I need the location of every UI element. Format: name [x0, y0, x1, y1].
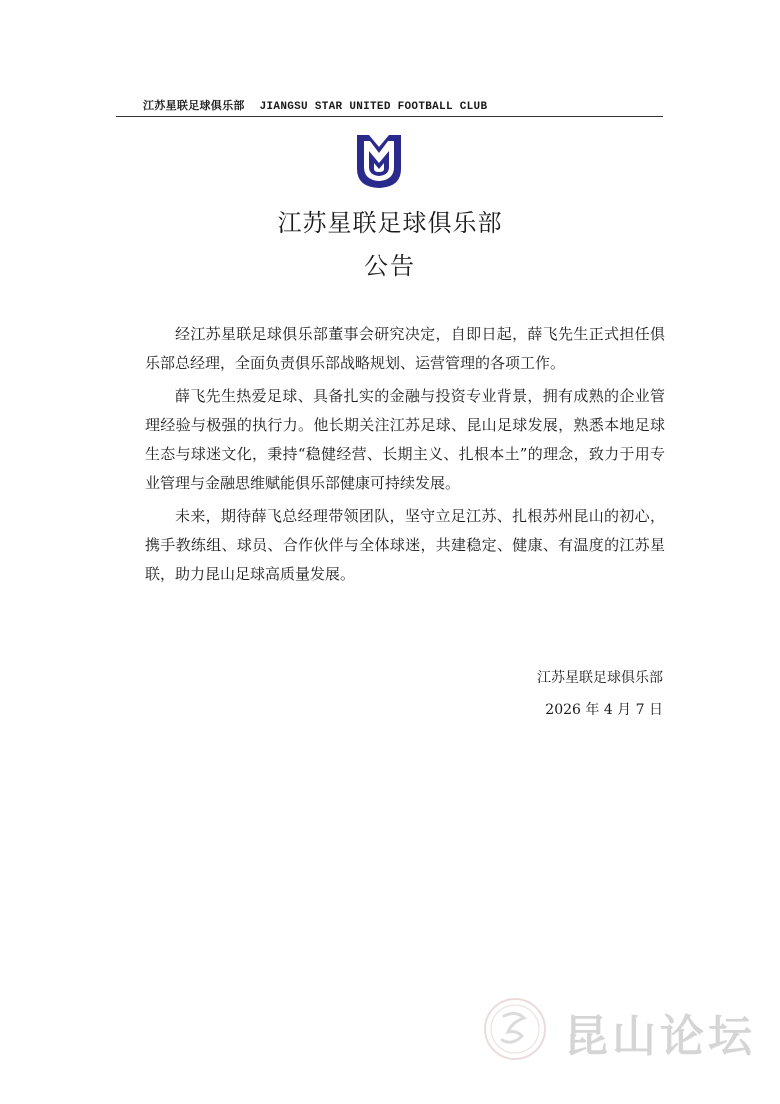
watermark-text: 昆山论坛 — [564, 1011, 756, 1062]
forum-seal-icon — [482, 996, 548, 1062]
letterhead — [143, 97, 487, 113]
body-paragraph: 经江苏星联足球俱乐部董事会研究决定，自即日起，薛飞先生正式担任俱乐部总经理，全面负责俱乐部战略规划、运营管理的各项工作。 — [145, 325, 665, 372]
signature-date: 2026 年 4 月 7 日 — [545, 702, 663, 718]
watermark — [482, 994, 772, 1064]
announcement-body — [145, 320, 665, 593]
letterhead-club-name-cn: 江苏星联足球俱乐部 — [143, 99, 245, 112]
organization-title: 江苏星联足球俱乐部 — [277, 209, 503, 237]
letterhead-divider — [116, 116, 663, 117]
club-crest-icon — [355, 133, 403, 189]
body-paragraph: 薛飞先生热爱足球、具备扎实的金融与投资专业背景，拥有成熟的企业管理经验与极强的执行力。他长期关注江苏足球、昆山足球发展，熟悉本地足球生态与球迷文化，秉持“稳健经营、长期主义、扎根本土”的理念，致力于用专业管理与金融思维赋能俱乐部健康可持续发展。 — [145, 387, 665, 492]
signature-block — [537, 662, 663, 726]
letterhead-club-name-en: JIANGSU STAR UNITED FOOTBALL CLUB — [259, 101, 488, 113]
signature-org: 江苏星联足球俱乐部 — [537, 670, 663, 686]
document-title: 公告 — [364, 252, 416, 280]
body-paragraph: 未来，期待薛飞总经理带领团队，坚守立足江苏、扎根苏州昆山的初心，携手教练组、球员、合作伙伴与全体球迷，共建稳定、健康、有温度的江苏星联，助力昆山足球高质量发展。 — [145, 507, 665, 583]
